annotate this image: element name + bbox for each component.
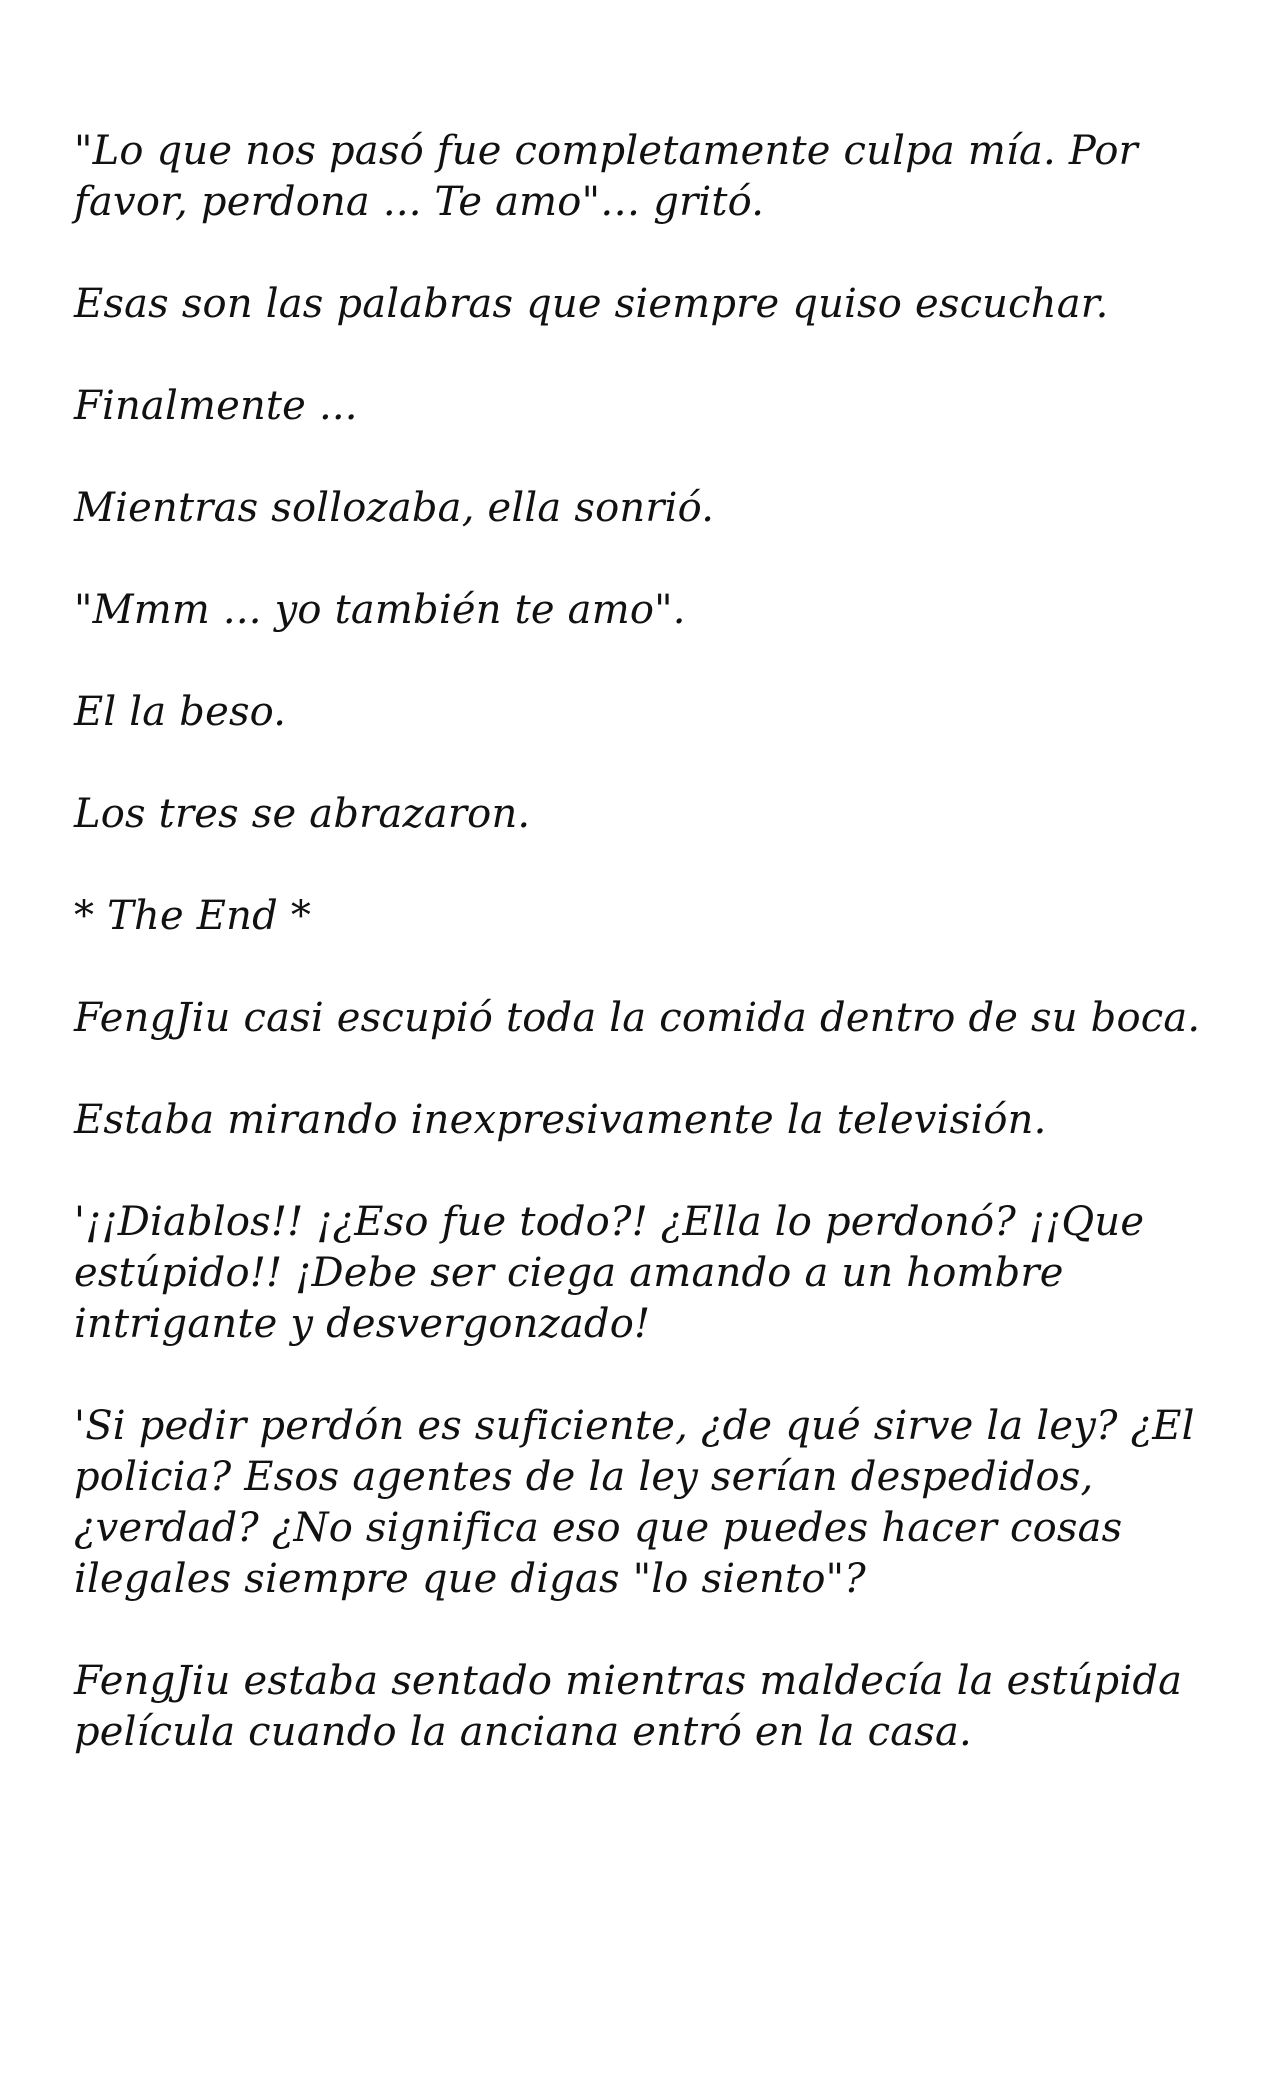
paragraph-kiss: El la beso. [74,689,287,735]
paragraph-the-end: * The End * [74,893,312,939]
paragraph-smile: Mientras sollozaba, ella sonrió. [74,485,715,531]
paragraph-words: Esas son las palabras que siempre quiso escuchar. [74,281,1109,327]
paragraph-law: 'Si pedir perdón es suficiente, ¿de qué sirve la ley? ¿El policia? Esos agentes de la ley serían despedidos, ¿verdad? ¿No significa eso que puedes hacer cosas ilegales siempre que digas "lo siento"? [74,1403,1195,1602]
paragraph-tv: Estaba mirando inexpresivamente la televisión. [74,1097,1047,1143]
paragraph-old-woman: FengJiu estaba sentado mientras maldecía la estúpida película cuando la anciana entró en la casa. [74,1658,1183,1755]
paragraph-hug: Los tres se abrazaron. [74,791,531,837]
paragraph-finally: Finalmente ... [74,383,358,429]
story-text [74,126,1214,1758]
paragraph-spit: FengJiu casi escupió toda la comida dentro de su boca. [74,995,1201,1041]
paragraph-outburst: '¡¡Diablos!! ¡¿Eso fue todo?! ¿Ella lo perdonó? ¡¡Que estúpido!! ¡Debe ser ciega amando a un hombre intrigante y desvergonzado! [74,1199,1145,1347]
paragraph-apology: "Lo que nos pasó fue completamente culpa mía. Por favor, perdona ... Te amo"… gritó. [74,128,1138,225]
paragraph-love-reply: "Mmm ... yo también te amo". [74,587,686,633]
